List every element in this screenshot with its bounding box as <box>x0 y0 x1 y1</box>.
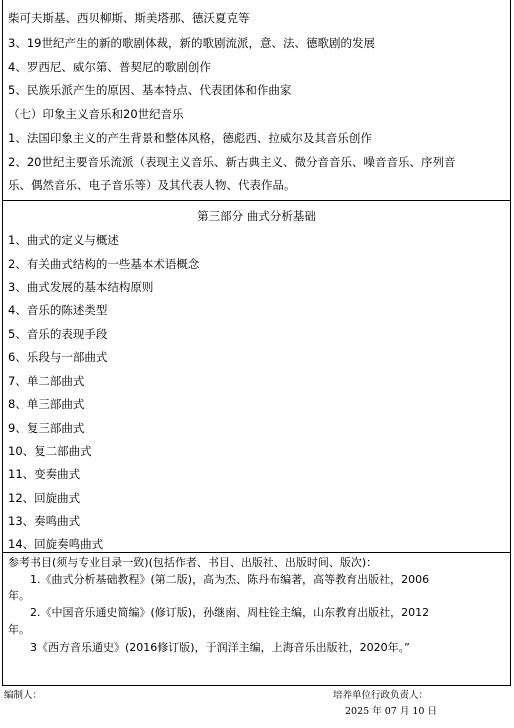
table-bottom-border <box>2 685 511 686</box>
content-line: 3、19世纪产生的新的歌剧体裁，新的歌剧流派，意、法、德歌剧的发展 <box>8 36 375 50</box>
list-item: 11、变奏曲式 <box>8 467 81 481</box>
reference-entry: 2.《中国音乐通史简编》(修订版)，孙继南、周柱铨主编，山东教育出版社，2012 <box>30 606 430 619</box>
references-divider <box>2 552 511 553</box>
editor-label: 编制人： <box>4 690 43 701</box>
list-item: 5、音乐的表现手段 <box>8 327 108 341</box>
section-divider <box>2 200 511 201</box>
date-text: 2025 年 07 月 10 日 <box>345 706 437 717</box>
list-item: 6、乐段与一部曲式 <box>8 350 108 364</box>
list-item: 7、单二部曲式 <box>8 374 85 388</box>
table-border-left <box>2 0 3 686</box>
list-item: 9、复三部曲式 <box>8 421 85 435</box>
section-title: 第三部分 曲式分析基础 <box>197 209 316 223</box>
list-item: 8、单三部曲式 <box>8 397 85 411</box>
reference-entry: 1.《曲式分析基础教程》(第二版)，高为杰、陈丹布编著，高等教育出版社，2006 <box>30 573 430 586</box>
table-border-right <box>510 0 511 686</box>
list-item: 4、音乐的陈述类型 <box>8 303 108 317</box>
content-line: 2、20世纪主要音乐流派（表现主义音乐、新古典主义、微分音音乐、噪音音乐、序列音 <box>8 155 456 169</box>
reference-entry: 3《西方音乐通史》(2016修订版)，于润洋主编，上海音乐出版社，2020年。” <box>30 641 410 654</box>
list-item: 3、曲式发展的基本结构原则 <box>8 280 154 294</box>
reference-entry-continuation: 年。 <box>8 623 30 636</box>
content-line: 乐、偶然音乐、电子音乐等）及其代表人物、代表作品。 <box>8 178 296 192</box>
content-line: 柴可夫斯基、西贝柳斯、斯美塔那、德沃夏克等 <box>8 11 250 25</box>
list-item: 12、回旋曲式 <box>8 491 81 505</box>
list-item: 10、复二部曲式 <box>8 444 92 458</box>
responsible-label: 培养单位行政负责人： <box>333 690 429 701</box>
list-item: 13、奏鸣曲式 <box>8 514 81 528</box>
subsection-heading: （七）印象主义音乐和20世纪音乐 <box>8 107 184 121</box>
reference-entry-continuation: 年。 <box>8 589 30 602</box>
content-line: 1、法国印象主义的产生背景和整体风格，德彪西、拉威尔及其音乐创作 <box>8 131 372 145</box>
content-line: 4、罗西尼、威尔第、普契尼的歌剧创作 <box>8 60 211 74</box>
outline-table <box>2 0 511 686</box>
references-heading: 参考书目(须与专业目录一致)(包括作者、书目、出版社、出版时间、版次)： <box>8 556 378 569</box>
list-item: 2、有关曲式结构的一些基本术语概念 <box>8 257 200 271</box>
list-item: 1、曲式的定义与概述 <box>8 233 119 247</box>
content-line: 5、民族乐派产生的原因、基本特点、代表团体和作曲家 <box>8 83 292 97</box>
list-item: 14、回旋奏鸣曲式 <box>8 537 104 551</box>
